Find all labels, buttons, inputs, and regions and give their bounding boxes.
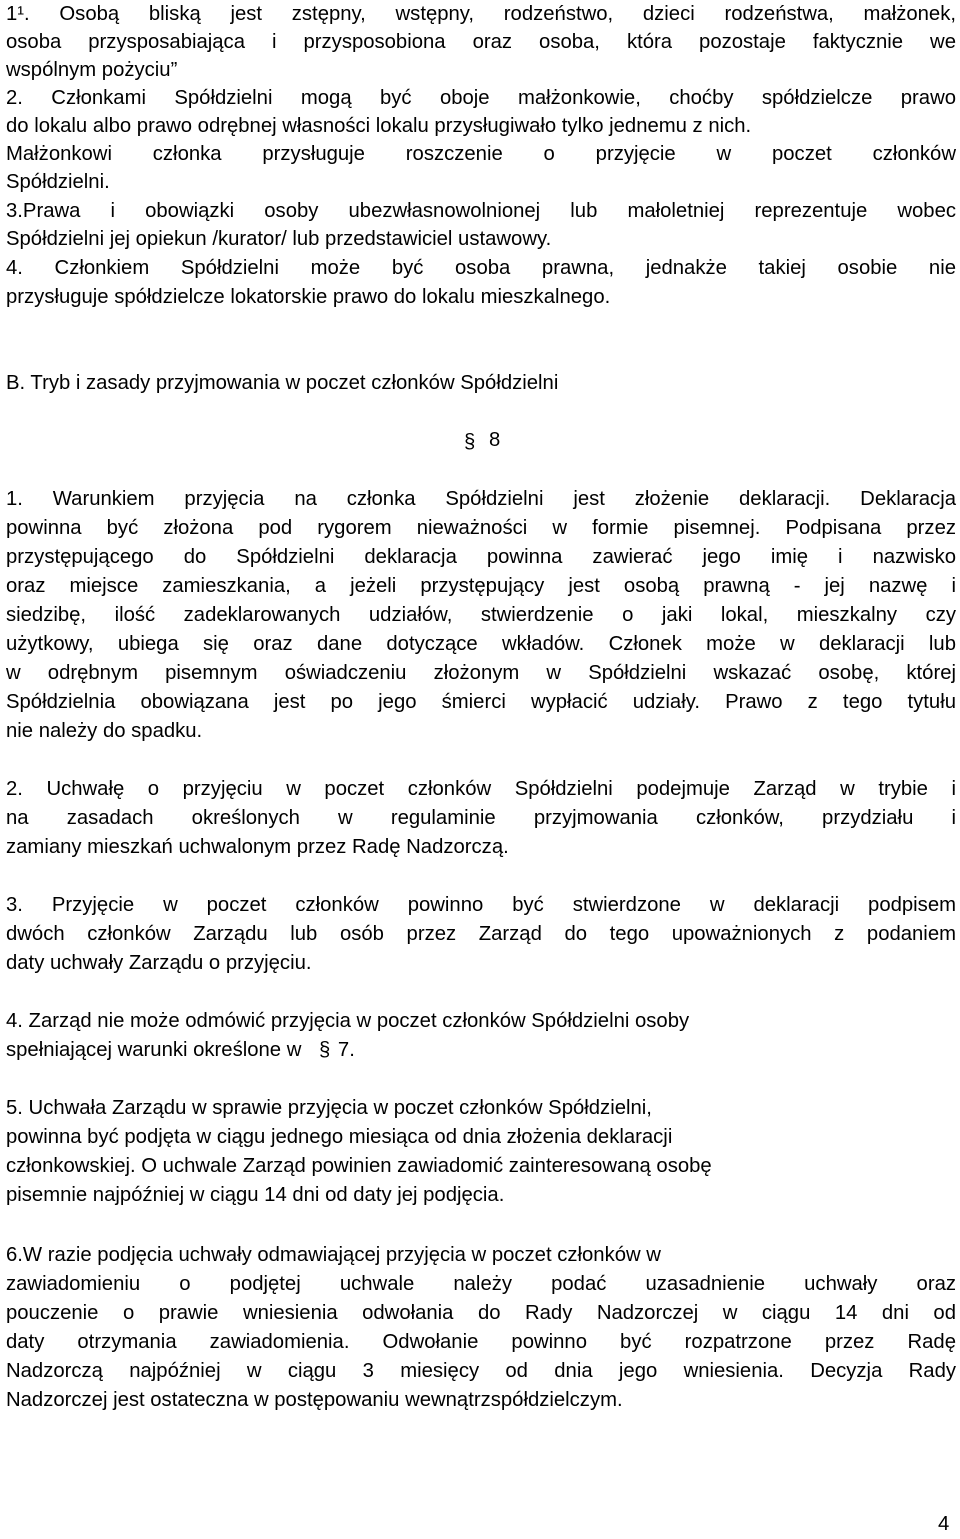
text-line: zawiadomieniu o podjętej uchwale należy podać uzasadnienie uchwały oraz — [6, 1273, 956, 1295]
text-line: do lokalu albo prawo odrębnej własności lokalu przysługiwało tylko jednemu z nich. — [6, 115, 752, 137]
text-line: daty uchwały Zarządu o przyjęciu. — [6, 952, 312, 974]
text-line — [6, 1036, 355, 1065]
text-line: przystępującego do Spółdzielni deklaracja powinna zawierać jego imię i nazwisko — [6, 546, 956, 568]
text-line: dwóch członków Zarządu lub osób przez Zarząd do tego upoważnionych z podaniem — [6, 923, 956, 945]
text-line: 1¹. Osobą bliską jest zstępny, wstępny, rodzeństwo, dzieci rodzeństwa, małżonek, — [6, 3, 956, 25]
text-line: zamiany mieszkań uchwalonym przez Radę Nadzorczą. — [6, 836, 509, 858]
page-number: 4 — [938, 1513, 950, 1535]
text-line: 2. Uchwałę o przyjęciu w poczet członków Spółdzielni podejmuje Zarząd w trybie i — [6, 778, 956, 800]
section-heading: B. Tryb i zasady przyjmowania w poczet członków Spółdzielni — [6, 372, 559, 394]
text-line: nie należy do spadku. — [6, 720, 203, 742]
text-line: pisemnie najpóźniej w ciągu 14 dni od daty jej podjęcia. — [6, 1184, 505, 1206]
text-line: 3. Przyjęcie w poczet członków powinno być stwierdzone w deklaracji podpisem — [6, 894, 956, 916]
text-line: Spółdzielni jej opiekun /kurator/ lub przedstawiciel ustawowy. — [6, 228, 552, 250]
text-line: Nadzorczej jest ostateczna w postępowaniu wewnątrzspółdzielczym. — [6, 1389, 623, 1411]
text-fragment: spełniającej warunki określone w — [6, 1039, 302, 1061]
text-line: powinna być podjęta w ciągu jednego miesiąca od dnia złożenia deklaracji — [6, 1126, 673, 1148]
text-line: powinna być złożona pod rygorem nieważności w formie pisemnej. Podpisana przez — [6, 517, 956, 539]
section-ref-symbol: § — [319, 1039, 331, 1061]
text-line: Małżonkowi członka przysługuje roszczenie o przyjęcie w poczet członków — [6, 143, 956, 165]
text-line: oraz miejsce zamieszkania, a jeżeli przystępujący jest osobą prawną - jej nazwę i — [6, 575, 956, 597]
section-number: 8 — [489, 429, 501, 451]
text-line: daty otrzymania zawiadomienia. Odwołanie powinno być rozpatrzone przez Radę — [6, 1331, 956, 1353]
text-line: członkowskiej. O uchwale Zarząd powinien zawiadomić zainteresowaną osobę — [6, 1155, 712, 1177]
text-line: Spółdzielnia obowiązana jest po jego śmierci wypłacić udziały. Prawo z tego tytułu — [6, 691, 956, 713]
text-line: Spółdzielni. — [6, 171, 110, 193]
text-line: pouczenie o prawie wniesienia odwołania do Rady Nadzorczej w ciągu 14 dni od — [6, 1302, 956, 1324]
text-line: na zasadach określonych w regulaminie przyjmowania członków, przydziału i — [6, 807, 956, 829]
text-line: siedzibę, ilość zadeklarowanych udziałów, stwierdzenie o jaki lokal, mieszkalny czy — [6, 604, 956, 626]
text-fragment: 7. — [337, 1039, 355, 1061]
text-line: w odrębnym pisemnym oświadczeniu złożonym w Spółdzielni wskazać osobę, której — [6, 662, 956, 684]
text-line: 1. Warunkiem przyjęcia na członka Spółdzielni jest złożenie deklaracji. Deklaracja — [6, 488, 956, 510]
section-sign-symbol: § — [464, 431, 476, 453]
text-line: 6.W razie podjęcia uchwały odmawiającej przyjęcia w poczet członków w — [6, 1244, 661, 1266]
text-line: 3.Prawa i obowiązki osoby ubezwłasnowolnionej lub małoletniej reprezentuje wobec — [6, 200, 956, 222]
text-line: 4. Zarząd nie może odmówić przyjęcia w poczet członków Spółdzielni osoby — [6, 1010, 690, 1032]
text-line: 4. Członkiem Spółdzielni może być osoba prawna, jednakże takiej osobie nie — [6, 257, 956, 279]
text-line: przysługuje spółdzielcze lokatorskie prawo do lokalu mieszkalnego. — [6, 286, 611, 308]
text-line: wspólnym pożyciu” — [6, 59, 178, 81]
text-line: 2. Członkami Spółdzielni mogą być oboje małżonkowie, choćby spółdzielcze prawo — [6, 87, 956, 109]
text-line: Nadzorczą najpóźniej w ciągu 3 miesięcy od dnia jego wniesienia. Decyzja Rady — [6, 1360, 956, 1382]
text-line: użytkowy, ubiega się oraz dane dotyczące wkładów. Członek może w deklaracji lub — [6, 633, 956, 655]
text-line: 5. Uchwała Zarządu w sprawie przyjęcia w poczet członków Spółdzielni, — [6, 1097, 652, 1119]
text-line: osoba przysposabiająca i przysposobiona oraz osoba, która pozostaje faktycznie we — [6, 31, 956, 53]
